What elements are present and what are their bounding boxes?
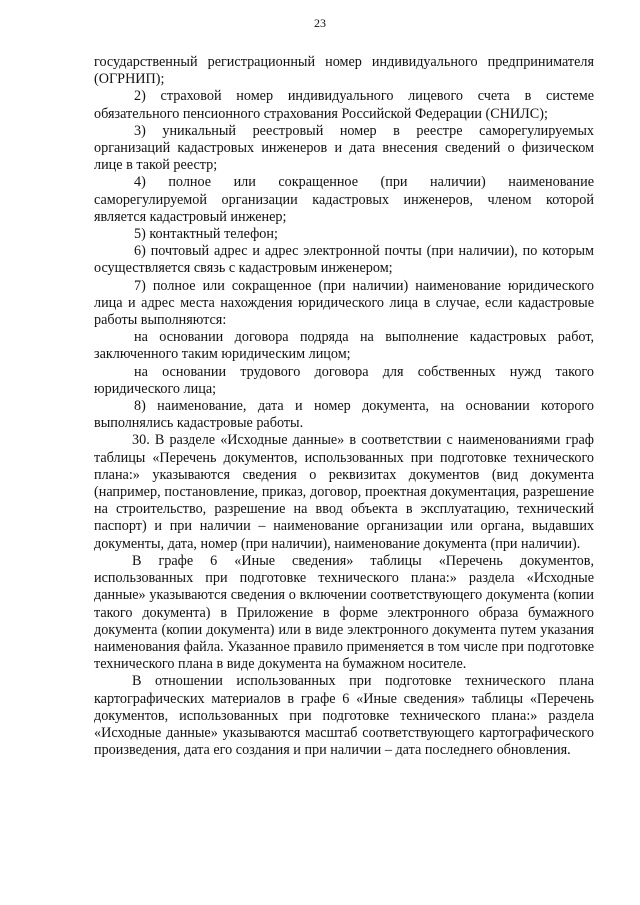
document-body: [94, 54, 594, 759]
paragraph-item-3-registry-number: 3) уникальный реестровый номер в реестре саморегулируемых организаций кадастровых инженеров и дата внесения сведений о физическом лице в такой реестр;: [94, 122, 594, 174]
paragraph-item-4-sro-name: 4) полное или сокращенное (при наличии) наименование саморегулируемой организации кадастровых инженеров, членом которой является кадастровый инженер;: [94, 174, 594, 225]
paragraph-column-6: В графе 6 «Иные сведения» таблицы «Перечень документов, использованных при подготовке технического плана:» раздела «Исходные данные» указываются сведения о включении соответствующего документа (копии такого документа) в Приложение в форме электронного образа бумажного документа (копии документа) или в виде электронного документа путем указания наименования файла. Указанное правило применяется в том числе при подготовке технического плана в виде документа на бумажном носителе.: [94, 552, 594, 673]
paragraph-item-6-address: 6) почтовый адрес и адрес электронной почты (при наличии), по которым осуществляется связь с кадастровым инженером;: [94, 243, 594, 277]
paragraph-contract-basis: на основании договора подряда на выполнение кадастровых работ, заключенного таким юридическим лицом;: [94, 329, 594, 363]
paragraph-section-30: 30. В разделе «Исходные данные» в соответствии с наименованиями граф таблицы «Перечень документов, использованных при подготовке технического плана:» указываются сведения о реквизитах документов (вид документа (например, постановление, приказ, договор, проектная документация, разрешение на строительство, разрешение на ввод объекта в эксплуатацию, технический паспорт) и при наличии – наименование организации или органа, выдавших документы, дата, номер (при наличии), наименование документа (при наличии).: [94, 432, 594, 552]
paragraph-item-8-document: 8) наименование, дата и номер документа, на основании которого выполнялись кадастровые работы.: [94, 398, 594, 432]
page-number: 23: [314, 16, 326, 30]
paragraph-item-5-phone: 5) контактный телефон;: [134, 226, 278, 243]
paragraph-item-7-legal-entity: 7) полное или сокращенное (при наличии) наименование юридического лица и адрес места нахождения юридического лица в случае, если кадастровые работы выполняются:: [94, 277, 594, 329]
paragraph-cartographic-materials: В отношении использованных при подготовке технического плана картографических материалов в графе 6 «Иные сведения» таблицы «Перечень документов, использованных при подготовке технического плана:» раздела «Исходные данные» указываются масштаб соответствующего картографического произведения, дата его создания и при наличии – дата последнего обновления.: [94, 673, 594, 759]
paragraph-labor-contract-basis: на основании трудового договора для собственных нужд такого юридического лица;: [94, 363, 594, 397]
paragraph-item-2-snils: 2) страховой номер индивидуального лицевого счета в системе обязательного пенсионного страхования Российской Федерации (СНИЛС);: [94, 88, 594, 122]
paragraph-ogrnip: государственный регистрационный номер индивидуального предпринимателя (ОГРНИП);: [94, 54, 594, 88]
